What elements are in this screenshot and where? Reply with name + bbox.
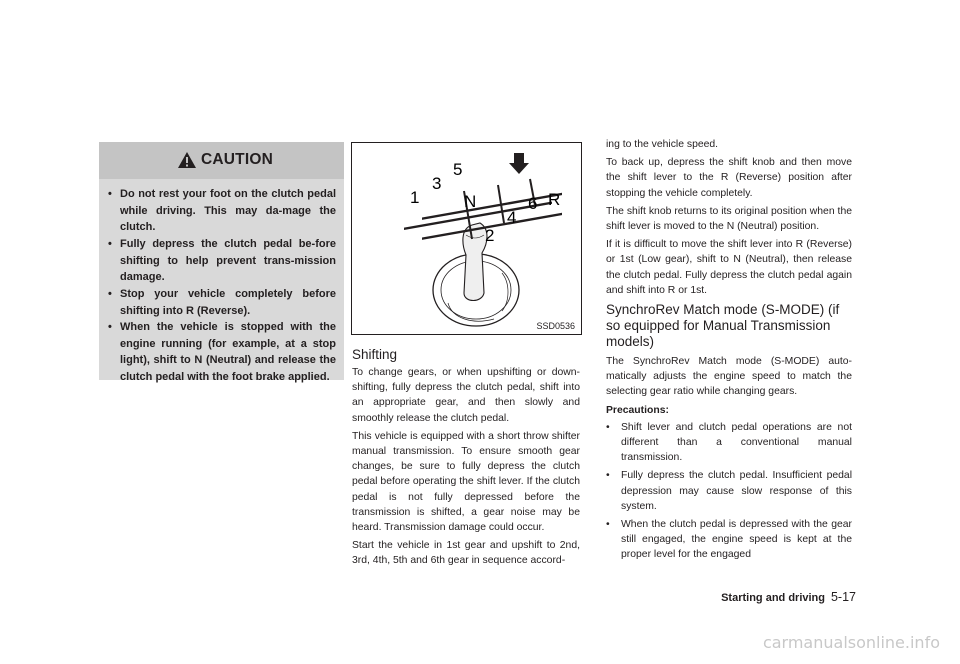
gear-label: 1 [410, 188, 420, 207]
gear-label: 3 [432, 174, 442, 193]
paragraph: The shift knob returns to its original position when the shift lever is moved to the N (Neutral) position. [606, 205, 852, 233]
caution-item: • When the vehicle is stopped with the engine running (for example, at a stop light), shift to N (Neutral) and release the clutch pedal with the foot brake applied. [108, 321, 336, 383]
caution-header [99, 142, 344, 179]
watermark: carmanualsonline.info [762, 633, 940, 652]
caution-title: CAUTION [201, 151, 274, 168]
page-number: 5-17 [830, 590, 856, 604]
paragraph: This vehicle is equipped with a short throw shifter manual transmission. To ensure smooth gear changes, be sure to fully depress the clutch pedal before operating the shift lever. If the clutch pedal is not fully depressed before the transmission is shifted, a gear noise may be heard. Transmission damage could occur. [352, 430, 580, 534]
bullet-item: • Shift lever and clutch pedal operations are not different than a conventional manual transmission. [606, 421, 852, 464]
gear-label: 6 [528, 194, 538, 213]
section-heading-s-mode: SynchroRev Match mode (S-MODE) (if so equipped for Manual Transmission models) [606, 302, 840, 350]
bullet-item: • When the clutch pedal is depressed with the gear still engaged, the engine speed is kept at the proper level for the engaged [606, 519, 852, 561]
paragraph: If it is difficult to move the shift lever into R (Reverse) or 1st (Low gear), shift to N (Neutral), then release the clutch pedal. Fully depress the clutch pedal again and shift into R or 1st. [606, 239, 852, 296]
gear-label: 5 [453, 160, 463, 179]
gear-label: 4 [507, 208, 517, 227]
warning-icon [177, 151, 197, 169]
middle-column [352, 365, 580, 569]
gear-label: 2 [485, 226, 495, 245]
figure-code: SSD0536 [536, 321, 575, 331]
right-column [606, 137, 852, 563]
press-down-icon [509, 153, 529, 174]
caution-item: • Stop your vehicle completely before shifting into R (Reverse). [108, 288, 336, 317]
paragraph: The SynchroRev Match mode (S-MODE) auto-matically adjusts the engine speed to match the selecting gear ratio while changing gears. [606, 356, 852, 398]
paragraph: ing to the vehicle speed. [606, 139, 719, 150]
caution-item: • Do not rest your foot on the clutch pedal while driving. This may da-mage the clutch. [108, 188, 336, 233]
shift-pattern-figure [351, 142, 582, 335]
section-heading-shifting: Shifting [352, 347, 398, 362]
shift-pattern-illustration [352, 143, 581, 334]
paragraph: To back up, depress the shift knob and then move the shift lever to the R (Reverse) position after stopping the vehicle completely. [606, 157, 852, 199]
bullet-item: • Fully depress the clutch pedal. Insufficient pedal depression may cause slow response of this system. [606, 470, 852, 512]
footer-section-title: Starting and driving [721, 592, 825, 604]
paragraph: To change gears, or when upshifting or down-shifting, fully depress the clutch pedal, shift into an appropriate gear, and then slowly and smoothly release the clutch pedal. [352, 367, 580, 424]
paragraph: Start the vehicle in 1st gear and upshift to 2nd, 3rd, 4th, 5th and 6th gear in sequence accord- [352, 540, 580, 567]
precautions-label: Precautions: [606, 404, 669, 416]
gear-label: N [464, 192, 477, 211]
gear-label: R [548, 190, 561, 209]
caution-box [99, 142, 344, 383]
caution-item: • Fully depress the clutch pedal be-fore shifting to help prevent trans-mission damage. [108, 238, 336, 283]
